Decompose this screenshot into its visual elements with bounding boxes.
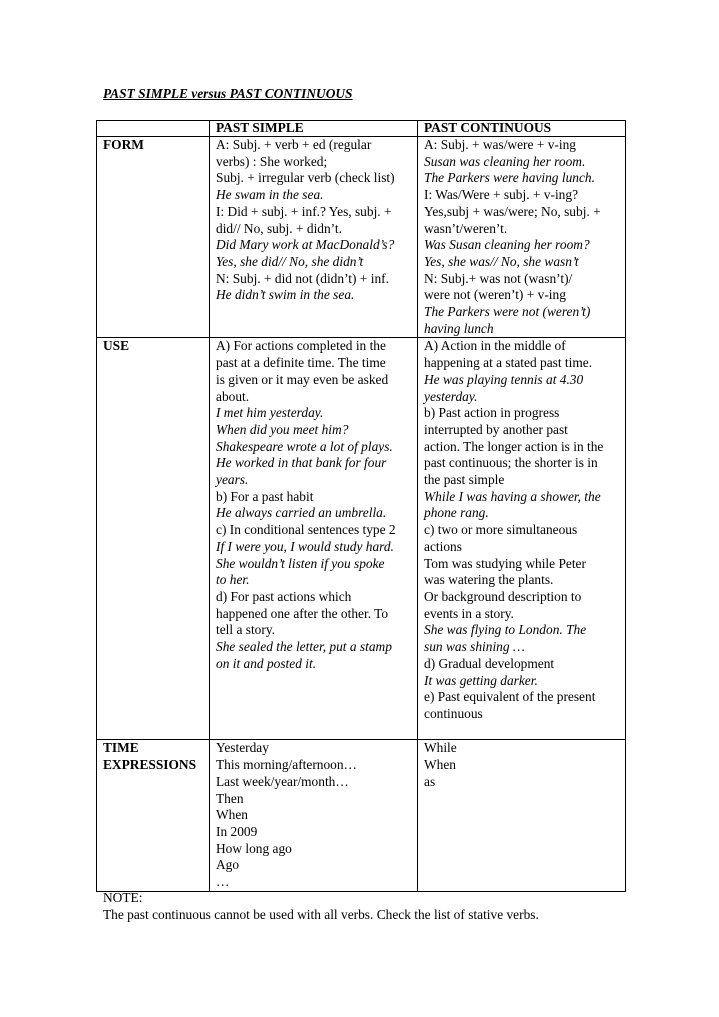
rule-text: verbs) : She worked; xyxy=(216,153,328,169)
example-sentence: phone rang. xyxy=(424,505,489,521)
past-simple-cell xyxy=(210,740,418,891)
rule-text: When xyxy=(216,807,248,823)
rule-text: Yes,subj + was/were; No, subj. + xyxy=(424,203,601,219)
example-sentence: yesterday. xyxy=(424,388,478,404)
row-label-cell xyxy=(97,338,210,740)
example-sentence: on it and posted it. xyxy=(216,655,317,671)
past-continuous-cell xyxy=(418,137,626,338)
rule-text: While xyxy=(424,740,457,756)
example-sentence: He worked in that bank for four xyxy=(216,455,387,471)
rule-text: d) Gradual development xyxy=(424,655,555,671)
example-sentence: Did Mary work at MacDonald’s? xyxy=(216,237,395,253)
row-use xyxy=(97,338,626,740)
row-time-expressions xyxy=(97,740,626,891)
example-sentence: He didn’t swim in the sea. xyxy=(216,287,355,303)
table-header-row xyxy=(97,121,626,137)
row-label-line: EXPRESSIONS xyxy=(103,757,197,773)
rule-text: How long ago xyxy=(216,840,292,856)
note-label: NOTE: xyxy=(103,890,143,905)
rule-text: happening at a stated past time. xyxy=(424,355,593,371)
example-sentence: Shakespeare wrote a lot of plays. xyxy=(216,438,393,454)
rule-text: A: Subj. + was/were + v-ing xyxy=(424,137,576,152)
example-sentence: When did you meet him? xyxy=(216,421,349,437)
rule-text: Then xyxy=(216,790,244,806)
rule-text: continuous xyxy=(424,705,483,721)
rule-text: N: Subj.+ was not (wasn’t)/ xyxy=(424,270,573,286)
row-label-cell xyxy=(97,740,210,891)
rule-text: Last week/year/month… xyxy=(216,773,349,789)
example-sentence: Was Susan cleaning her room? xyxy=(424,237,590,253)
example-sentence: She sealed the letter, put a stamp xyxy=(216,639,392,655)
rule-text: … xyxy=(216,874,230,890)
header-empty-cell xyxy=(97,121,210,137)
past-continuous-cell xyxy=(418,338,626,740)
rule-text: I: Did + subj. + inf.? Yes, subj. + xyxy=(216,203,392,219)
rule-text: did// No, subj. + didn’t. xyxy=(216,220,342,236)
rule-text: interrupted by another past xyxy=(424,421,568,437)
example-sentence: He swam in the sea. xyxy=(216,187,324,203)
page-title: PAST SIMPLE versus PAST CONTINUOUS xyxy=(103,86,353,101)
rule-text: N: Subj. + did not (didn’t) + inf. xyxy=(216,270,389,286)
example-sentence: She wouldn’t listen if you spoke xyxy=(216,555,385,571)
example-sentence: having lunch xyxy=(424,320,494,336)
rule-text: was watering the plants. xyxy=(424,572,554,588)
rule-text: about. xyxy=(216,388,250,404)
rule-text: past at a definite time. The time xyxy=(216,355,386,371)
rule-text: d) For past actions which xyxy=(216,588,352,604)
rule-text: the past simple xyxy=(424,472,505,488)
header-past-simple: PAST SIMPLE xyxy=(210,121,418,137)
rule-text: b) Past action in progress xyxy=(424,405,560,421)
rule-text: When xyxy=(424,757,456,773)
example-sentence: If I were you, I would study hard. xyxy=(216,538,394,554)
rule-text: A: Subj. + verb + ed (regular xyxy=(216,137,372,152)
example-sentence: While I was having a shower, the xyxy=(424,488,601,504)
past-simple-cell xyxy=(210,137,418,338)
rule-text: Tom was studying while Peter xyxy=(424,555,586,571)
example-sentence: years. xyxy=(216,472,249,488)
example-sentence: He always carried an umbrella. xyxy=(216,505,387,521)
example-sentence: Susan was cleaning her room. xyxy=(424,153,586,169)
rule-text: as xyxy=(424,773,436,789)
rule-text: actions xyxy=(424,538,462,554)
rule-text: Yesterday xyxy=(216,740,269,756)
past-continuous-cell xyxy=(418,740,626,891)
example-sentence: Yes, she was// No, she wasn’t xyxy=(424,253,579,269)
rule-text: Or background description to xyxy=(424,588,582,604)
example-sentence: sun was shining … xyxy=(424,639,525,655)
row-label-line: TIME xyxy=(103,740,139,756)
rule-text: events in a story. xyxy=(424,605,514,621)
example-sentence: He was playing tennis at 4.30 xyxy=(424,371,584,387)
example-sentence: She was flying to London. The xyxy=(424,622,587,638)
example-sentence: The Parkers were having lunch. xyxy=(424,170,595,186)
rule-text: Subj. + irregular verb (check list) xyxy=(216,170,395,186)
rule-text: A) For actions completed in the xyxy=(216,338,386,354)
rule-text: A) Action in the middle of xyxy=(424,338,566,354)
example-sentence: Yes, she did// No, she didn’t xyxy=(216,253,364,269)
past-simple-cell xyxy=(210,338,418,740)
grammar-table xyxy=(96,120,626,892)
rule-text: c) In conditional sentences type 2 xyxy=(216,522,396,538)
rule-text: e) Past equivalent of the present xyxy=(424,689,596,705)
rule-text: happened one after the other. To xyxy=(216,605,389,621)
header-past-continuous: PAST CONTINUOUS xyxy=(418,121,626,137)
row-label-cell xyxy=(97,137,210,338)
rule-text: c) two or more simultaneous xyxy=(424,522,578,538)
row-label-line: USE xyxy=(103,338,130,354)
rule-text: action. The longer action is in the xyxy=(424,438,604,454)
example-sentence: The Parkers were not (weren’t) xyxy=(424,304,591,320)
rule-text: wasn’t/weren’t. xyxy=(424,220,508,236)
rule-text: Ago xyxy=(216,857,240,873)
rule-text: is given or it may even be asked xyxy=(216,371,389,387)
rule-text: past continuous; the shorter is in xyxy=(424,455,598,471)
example-sentence: It was getting darker. xyxy=(424,672,538,688)
rule-text: I: Was/Were + subj. + v-ing? xyxy=(424,187,579,203)
example-sentence: I met him yesterday. xyxy=(216,405,324,421)
rule-text: This morning/afternoon… xyxy=(216,757,357,773)
rule-text: tell a story. xyxy=(216,622,276,638)
example-sentence: to her. xyxy=(216,572,250,588)
note-text: The past continuous cannot be used with all verbs. Check the list of stative verbs. xyxy=(103,906,539,922)
rule-text: were not (weren’t) + v-ing xyxy=(424,287,566,303)
rule-text: In 2009 xyxy=(216,823,258,839)
note-section xyxy=(103,890,539,923)
rule-text: b) For a past habit xyxy=(216,488,314,504)
row-form xyxy=(97,137,626,338)
row-label-line: FORM xyxy=(103,137,144,152)
